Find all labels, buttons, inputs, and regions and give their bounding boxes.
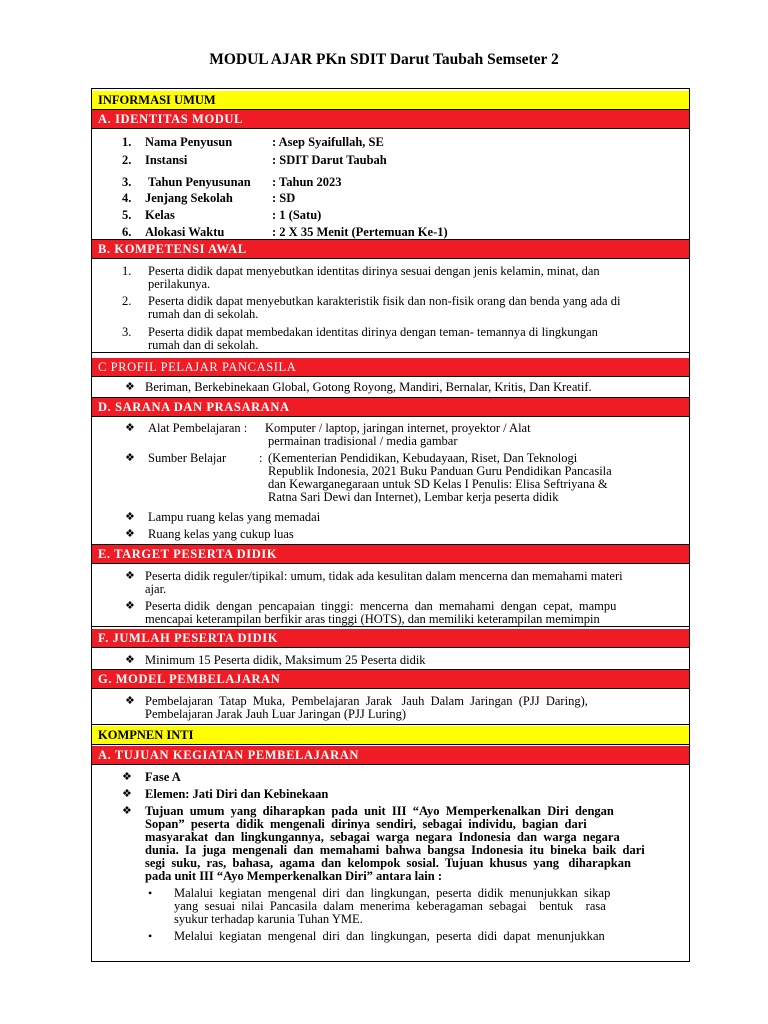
jumlah-text: Minimum 15 Peserta didik, Maksimum 25 Peserta didik — [145, 653, 426, 667]
jumlah-peserta-section — [92, 648, 689, 670]
identitas-num: 6. — [122, 225, 132, 239]
sumber-colon: : — [259, 451, 263, 465]
elemen-text: Elemen: Jati Diri dan Kebinekaan — [145, 787, 329, 801]
bullet-icon: ❖ — [125, 600, 135, 612]
model-pembelajaran-section — [92, 689, 689, 725]
identitas-num: 2. — [122, 153, 132, 167]
alat-value: permainan tradisional / media gambar — [268, 434, 458, 448]
model-text: Pembelajaran Tatap Muka, Pembelajaran Jarak Jauh Dalam Jaringan (PJJ Daring), — [145, 694, 588, 708]
sub-item-text: yang sesuai nilai Pancasila dalam menerima keberagaman sebagai bentuk rasa — [174, 899, 606, 913]
tujuan-text: dunia. Ia juga mengenali dan memahami bahwa bangsa Indonesia itu bineka baik dari — [145, 843, 645, 857]
tujuan-text: pada unit III “Ayo Memperkenalkan Diri” antara lain : — [145, 869, 443, 883]
bullet-dot-icon: • — [148, 929, 153, 943]
tujuan-text: Sopan” peserta didik mengenali dirinya sendiri, sebagai individu, bagian dari — [145, 817, 587, 831]
identitas-value: : Tahun 2023 — [272, 175, 342, 189]
bullet-dot-icon: • — [148, 886, 153, 900]
bullet-icon: ❖ — [125, 570, 135, 582]
list-item: perilakunya. — [148, 277, 211, 291]
model-text: Pembelajaran Jarak Jauh Luar Jaringan (PJJ Luring) — [145, 707, 407, 721]
alat-label: Alat Pembelajaran : — [148, 421, 248, 435]
identitas-label: Jenjang Sekolah — [145, 191, 233, 205]
bullet-icon: ❖ — [122, 805, 132, 817]
fase-text: Fase A — [145, 770, 181, 784]
bullet-icon: ❖ — [125, 452, 135, 464]
list-item: Peserta didik dapat membedakan identitas dirinya dengan teman- temannya di lingkungan — [148, 325, 598, 339]
tujuan-text: Tujuan umum yang diharapkan pada unit III “Ayo Memperkenalkan Diri dengan — [145, 804, 614, 818]
tujuan-text: segi suku, ras, bahasa, agama dan kelompok sosial. Tujuan khusus yang diharapkan — [145, 856, 631, 870]
list-number: 2. — [122, 294, 132, 308]
model-pembelajaran-header: G. MODEL PEMBELAJARAN — [92, 670, 689, 689]
sumber-label: Sumber Belajar — [148, 451, 227, 465]
identitas-label: Alokasi Waktu — [145, 225, 225, 239]
identitas-value: : SDIT Darut Taubah — [272, 153, 387, 167]
target-peserta-section — [92, 564, 689, 627]
page-title: MODUL AJAR PKn SDIT Darut Taubah Semseter 2 — [209, 51, 559, 68]
identitas-label: Nama Penyusun — [145, 135, 233, 149]
sub-item-text: Malalui kegiatan mengenal diri dan lingkungan, peserta didik menunjukkan sikap — [174, 886, 611, 900]
modul-table — [91, 88, 690, 962]
sumber-value: Republik Indonesia, 2021 Buku Panduan Guru Pendidikan Pancasila — [268, 464, 612, 478]
list-item: Peserta didik dapat menyebutkan karakteristik fisik dan non-fisik orang dan benda yang ada di — [148, 294, 621, 308]
identitas-value: : Asep Syaifullah, SE — [272, 135, 384, 149]
list-number: 1. — [122, 264, 132, 278]
bullet-icon: ❖ — [125, 381, 135, 393]
bullet-icon: ❖ — [125, 528, 135, 540]
target-text: Peserta didik reguler/tipikal: umum, tidak ada kesulitan dalam mencerna dan memahami materi — [145, 569, 623, 583]
komponen-inti-header: KOMPNEN INTI — [92, 726, 689, 745]
identitas-num: 4. — [122, 191, 132, 205]
identitas-label: Instansi — [145, 153, 188, 167]
identitas-value: : 2 X 35 Menit (Pertemuan Ke-1) — [272, 225, 448, 239]
bullet-icon: ❖ — [122, 788, 132, 800]
sumber-value: Ratna Sari Dewi dan Internet), Lembar kerja peserta didik — [268, 490, 559, 504]
bullet-icon: ❖ — [125, 511, 135, 523]
list-item: rumah dan di sekolah. — [148, 338, 259, 352]
profil-pelajar-section — [92, 377, 689, 398]
identitas-modul-section — [92, 129, 689, 240]
profil-pelajar-header: C PROFIL PELAJAR PANCASILA — [92, 358, 689, 377]
identitas-modul-header: A. IDENTITAS MODUL — [92, 110, 689, 129]
sumber-value: dan Kewarganegaraan untuk SD Kelas I Penulis: Elisa Seftriyana & — [268, 477, 608, 491]
kompetensi-awal-header: B. KOMPETENSI AWAL — [92, 240, 689, 259]
sub-item-text: Melalui kegiatan mengenal diri dan lingkungan, peserta didi dapat menunjukkan — [174, 929, 605, 943]
target-peserta-header: E. TARGET PESERTA DIDIK — [92, 545, 689, 564]
bullet-icon: ❖ — [125, 695, 135, 707]
sarana-prasarana-header: D. SARANA DAN PRASARANA — [92, 398, 689, 417]
target-text: ajar. — [145, 582, 167, 596]
target-text: mencapai keterampilan berfikir aras tinggi (HOTS), dan memiliki keterampilan memimpin — [145, 612, 600, 626]
sumber-value: (Kementerian Pendidikan, Kebudayaan, Riset, Dan Teknologi — [268, 451, 578, 465]
bullet-icon: ❖ — [125, 422, 135, 434]
list-number: 3. — [122, 325, 132, 339]
ruang-text: Ruang kelas yang cukup luas — [148, 527, 294, 541]
bullet-icon: ❖ — [125, 654, 135, 666]
tujuan-text: masyarakat dan lingkungannya, sebagai warga negara Indonesia dan warga negara — [145, 830, 620, 844]
bullet-icon: ❖ — [122, 771, 132, 783]
identitas-label: Tahun Penyusunan — [148, 175, 251, 189]
lampu-text: Lampu ruang kelas yang memadai — [148, 510, 321, 524]
identitas-num: 1. — [122, 135, 132, 149]
alat-value: Komputer / laptop, jaringan internet, proyektor / Alat — [265, 421, 531, 435]
profil-text: Beriman, Berkebinekaan Global, Gotong Royong, Mandiri, Bernalar, Kritis, Dan Kreatif. — [145, 380, 592, 394]
identitas-value: : 1 (Satu) — [272, 208, 322, 222]
list-item: rumah dan di sekolah. — [148, 307, 259, 321]
identitas-num: 5. — [122, 208, 132, 222]
sub-item-text: syukur terhadap karunia Tuhan YME. — [174, 912, 363, 926]
list-item: Peserta didik dapat menyebutkan identitas dirinya sesuai dengan jenis kelamin, minat, dan — [148, 264, 600, 278]
jumlah-peserta-header: F. JUMLAH PESERTA DIDIK — [92, 629, 689, 648]
identitas-num: 3. — [122, 175, 132, 189]
tujuan-kegiatan-header: A. TUJUAN KEGIATAN PEMBELAJARAN — [92, 746, 689, 765]
kompetensi-awal-section — [92, 259, 689, 353]
informasi-umum-header: INFORMASI UMUM — [92, 91, 689, 110]
identitas-value: : SD — [272, 191, 296, 205]
tujuan-kegiatan-section — [92, 765, 689, 961]
identitas-label: Kelas — [145, 208, 175, 222]
sarana-prasarana-section — [92, 417, 689, 545]
target-text: Peserta didik dengan pencapaian tinggi: mencerna dan memahami dengan cepat, mampu — [145, 599, 617, 613]
